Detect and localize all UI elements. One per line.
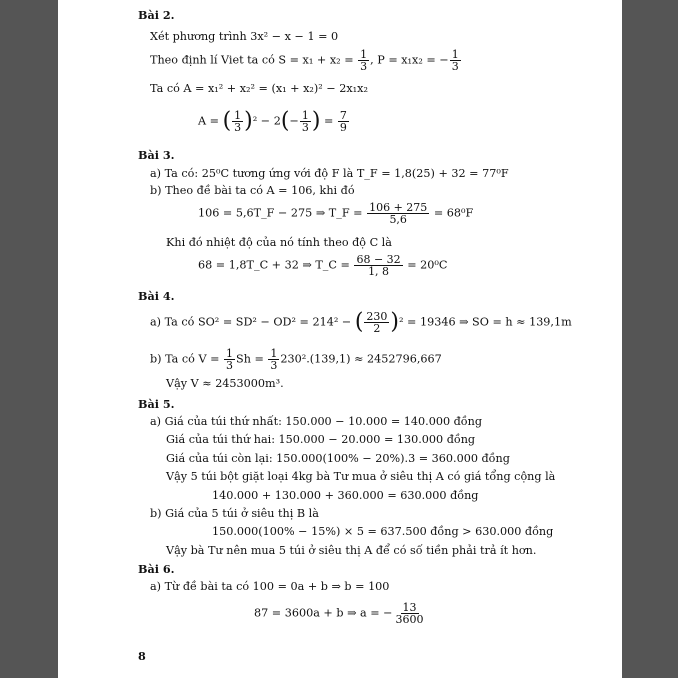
fraction: $\frac{106 + 275}{5,6}$ [369, 201, 428, 226]
bai4-c: Vậy V ≈ 2453000m³. [166, 377, 284, 390]
bai3-heading: Bài 3. [138, 148, 175, 162]
bai4-a: a) Ta có SO² = SD² − OD² = 214² − ( $\frac{230}{2}$ )² = 19346 ⇒ SO = h ≈ 139,1m [150, 309, 572, 335]
bai5-b2: 150.000(100% − 15%) × 5 = 637.500 đồng > 630.000 đồng [212, 525, 554, 538]
bai2-line4: A = ( $\frac{1}{3}$ )² − 2(− $\frac{1}{3}$ ) = $\frac{7}{9}$ [198, 108, 347, 134]
bai2-line3: Ta có A = x₁² + x₂² = (x₁ + x₂)² − 2x₁x₂ [150, 82, 368, 95]
bai5-a5: 140.000 + 130.000 + 360.000 = 630.000 đồng [212, 489, 479, 502]
bai2-line2-mid: , P = x₁x₂ = − [370, 53, 449, 67]
bai5-b1: b) Giá của 5 túi ở siêu thị B là [150, 507, 319, 520]
bai3-b-equation: 106 = 5,6T_F − 275 ⇒ T_F = $\frac{106 + 275}{5,6}$ = 68⁰F [198, 201, 474, 226]
bai6-equation: 87 = 3600a + b ⇒ a = − $\frac{13}{3600}$ [254, 601, 424, 626]
bai6-heading: Bài 6. [138, 562, 175, 576]
left-gutter [0, 0, 58, 678]
bai5-heading: Bài 5. [138, 397, 175, 411]
fraction: $\frac{1}{3}$ [360, 48, 368, 73]
bai5-a4: Vậy 5 túi bột giặt loại 4kg bà Tư mua ở siêu thị A có giá tổng cộng là [166, 470, 556, 483]
page-number: 8 [138, 649, 146, 663]
bai6-a: a) Từ đề bài ta có 100 = 0a + b ⇒ b = 100 [150, 580, 390, 593]
bai2-line2-text: Theo định lí Viet ta có S = x₁ + x₂ = [150, 53, 358, 67]
fraction: $\frac{1}{3}$ [451, 48, 459, 73]
bai2-line1: Xét phương trình 3x² − x − 1 = 0 [150, 30, 339, 43]
bai5-a1: a) Giá của túi thứ nhất: 150.000 − 10.000 = 140.000 đồng [150, 415, 482, 428]
right-gutter [622, 0, 678, 678]
bai5-a2: Giá của túi thứ hai: 150.000 − 20.000 = 130.000 đồng [166, 433, 476, 446]
document-page [58, 0, 622, 678]
fraction: $\frac{68 - 32}{1, 8}$ [356, 253, 401, 278]
bai2-line2 [150, 49, 462, 72]
bai4-b: b) Ta có V = $\frac{1}{3}$ Sh = $\frac{1}{3}$ 230².(139,1) ≈ 2452796,667 [150, 347, 442, 372]
bai3-c: Khi đó nhiệt độ của nó tính theo độ C là [166, 236, 392, 249]
fraction: $\frac{7}{9}$ [339, 109, 347, 134]
fraction: $\frac{230}{2}$ [366, 310, 388, 335]
bai3-b: b) Theo đề bài ta có A = 106, khi đó [150, 184, 355, 197]
bai5-b3: Vậy bà Tư nên mua 5 túi ở siêu thị A để có số tiền phải trả ít hơn. [166, 544, 537, 557]
fraction: $\frac{1}{3}$ [234, 109, 242, 134]
fraction: $\frac{1}{3}$ [226, 347, 234, 372]
bai3-a: a) Ta có: 25⁰C tương ứng với độ F là T_F = 1,8(25) + 32 = 77⁰F [150, 167, 509, 180]
bai5-a3: Giá của túi còn lại: 150.000(100% − 20%).3 = 360.000 đồng [166, 452, 510, 465]
bai3-c-equation: 68 = 1,8T_C + 32 ⇒ T_C = $\frac{68 - 32}{1, 8}$ = 20⁰C [198, 253, 448, 278]
fraction: $\frac{1}{3}$ [301, 109, 309, 134]
bai4-heading: Bài 4. [138, 289, 175, 303]
bai2-heading: Bài 2. [138, 8, 175, 22]
fraction: $\frac{13}{3600}$ [395, 601, 424, 626]
fraction: $\frac{1}{3}$ [270, 347, 278, 372]
